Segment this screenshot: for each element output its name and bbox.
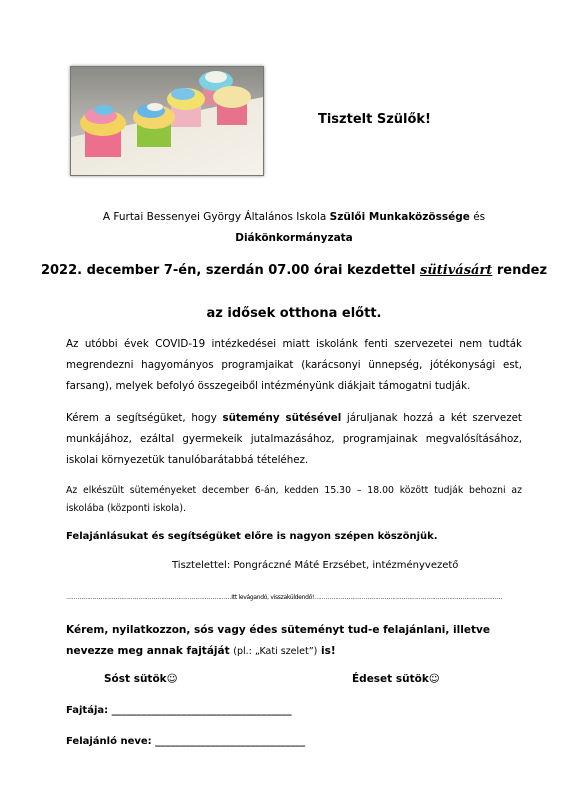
organizer-and: és xyxy=(469,211,486,223)
request-text-start: Kérem a segítségüket, hogy xyxy=(66,412,223,424)
organizer-student-gov: Diákönkormányzata xyxy=(235,232,353,244)
event-location: az idősek otthona előtt. xyxy=(206,306,382,321)
organizer-community: Szülői Munkaközössége xyxy=(329,211,470,223)
question-example: (pl.: „Kati szelet”) xyxy=(233,646,318,657)
question-end: is! xyxy=(317,645,336,657)
request-text-end: járuljanak hozzá a két szervezet munkájához, ezáltal gyermekeik jutalmazásához, programjainak megvalósításához, iskolai környezetük tanulóbarátabbá tételéhez. xyxy=(66,412,522,466)
organizer-prefix: A Furtai Bessenyei György Általános Iskola xyxy=(102,211,330,223)
thanks-line: Felajánlásukat és segítségüket előre is nagyon szépen köszönjük. xyxy=(66,531,438,542)
question-text xyxy=(66,620,526,662)
event-date: 2022. december 7-én, szerdán 07.00 órai kezdettel xyxy=(40,263,421,278)
paragraph-request xyxy=(66,408,522,471)
signature-line: Tisztelettel: Pongráczné Máté Erzsébet, intézményvezető xyxy=(172,560,459,571)
sweet-choice[interactable]: Édeset sütök☺ xyxy=(352,673,440,685)
cut-line: ……………………………………………………………………………Itt levágandó, visszaküldendő!……………………………………………………………………………………… xyxy=(66,594,503,601)
organizer-text xyxy=(60,207,528,249)
salty-choice[interactable]: Sóst sütök☺ xyxy=(104,673,178,685)
name-field[interactable]: Felajánló neve: ______________________________ xyxy=(66,736,306,747)
request-bold: sütemény sütésével xyxy=(222,412,342,424)
type-field[interactable]: Fajtája: ____________________________________ xyxy=(66,705,292,716)
event-keyword: sütivásárt xyxy=(420,263,493,278)
greeting-heading: Tisztelt Szülők! xyxy=(317,112,431,127)
event-suffix: rendez xyxy=(492,263,548,278)
question-main: Kérem, nyilatkozzon, sós vagy édes süteményt tud-e felajánlani, illetve nevezze meg annak fajtáját xyxy=(66,624,490,657)
paragraph-delivery: Az elkészült süteményeket december 6-án, kedden 15.30 – 18.00 között tudják behozni az iskolába (központi iskola). xyxy=(66,485,522,514)
paragraph-covid: Az utóbbi évek COVID-19 intézkedései miatt iskolánk fenti szervezetei nem tudták megrendezni hagyományos programjaikat (karácsonyi ünnepség, jótékonysági est, farsang), melyek befolyó összegeiből intézményünk diákjait támogatni tudják. xyxy=(66,338,522,392)
event-line xyxy=(40,263,548,278)
